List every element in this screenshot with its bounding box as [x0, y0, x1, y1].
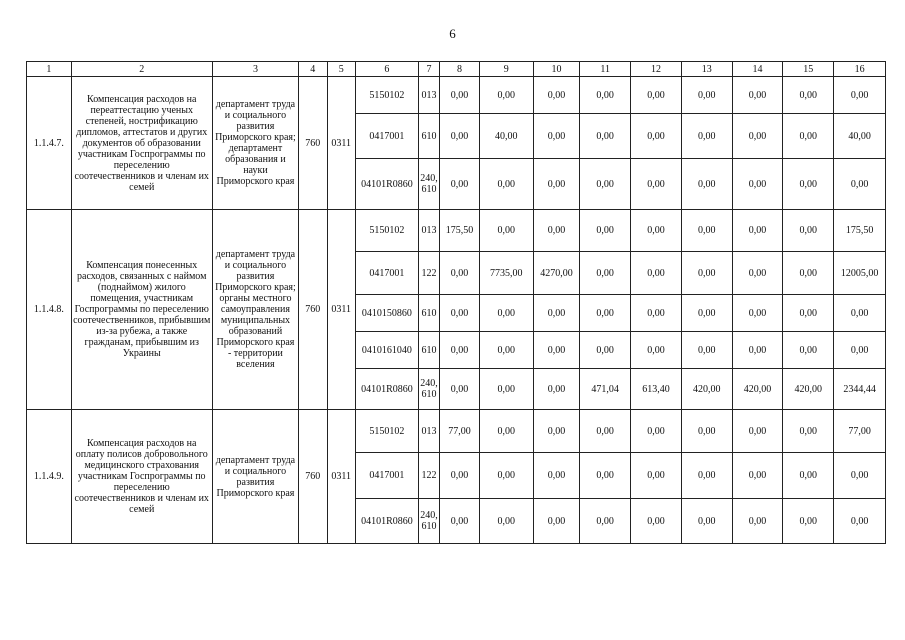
amount-cell: 0,00	[631, 159, 682, 210]
column-header: 7	[418, 62, 439, 77]
target-code-cell: 5150102	[355, 77, 418, 114]
amount-cell: 0,00	[631, 453, 682, 499]
amount-cell: 0,00	[580, 77, 631, 114]
amount-cell: 0,00	[479, 410, 533, 453]
amount-cell: 0,00	[732, 114, 783, 159]
amount-cell: 175,50	[440, 210, 480, 252]
executor-cell: департамент труда и социального развития Приморского края; департамент образования и науки Приморского края	[212, 77, 298, 210]
amount-cell: 0,00	[681, 332, 732, 369]
amount-cell: 0,00	[631, 252, 682, 295]
amount-cell: 0,00	[681, 410, 732, 453]
target-code-cell: 0417001	[355, 453, 418, 499]
column-header: 3	[212, 62, 298, 77]
amount-cell: 0,00	[479, 159, 533, 210]
amount-cell: 0,00	[681, 295, 732, 332]
amount-cell: 0,00	[533, 159, 580, 210]
amount-cell: 0,00	[580, 295, 631, 332]
table-row	[27, 210, 886, 252]
amount-cell: 0,00	[580, 252, 631, 295]
amount-cell: 0,00	[681, 159, 732, 210]
amount-cell: 0,00	[533, 114, 580, 159]
expense-type-cell: 610	[418, 295, 439, 332]
amount-cell: 0,00	[533, 369, 580, 410]
expense-type-cell: 013	[418, 410, 439, 453]
amount-cell: 0,00	[783, 453, 834, 499]
amount-cell: 0,00	[834, 77, 886, 114]
amount-cell: 0,00	[681, 210, 732, 252]
target-code-cell: 04101R0860	[355, 499, 418, 544]
amount-cell: 0,00	[631, 410, 682, 453]
amount-cell: 0,00	[440, 252, 480, 295]
ministry-code-cell: 760	[299, 77, 327, 210]
expense-type-cell: 240, 610	[418, 159, 439, 210]
amount-cell: 0,00	[783, 332, 834, 369]
column-header: 8	[440, 62, 480, 77]
amount-cell: 613,40	[631, 369, 682, 410]
amount-cell: 0,00	[783, 252, 834, 295]
column-header: 6	[355, 62, 418, 77]
amount-cell: 0,00	[834, 295, 886, 332]
column-header: 15	[783, 62, 834, 77]
amount-cell: 0,00	[440, 295, 480, 332]
amount-cell: 420,00	[783, 369, 834, 410]
table-row	[27, 77, 886, 114]
column-header: 16	[834, 62, 886, 77]
row-number-cell: 1.1.4.9.	[27, 410, 72, 544]
amount-cell: 0,00	[783, 159, 834, 210]
column-header: 11	[580, 62, 631, 77]
amount-cell: 0,00	[440, 159, 480, 210]
amount-cell: 0,00	[533, 453, 580, 499]
page-number: 6	[449, 26, 456, 41]
expense-type-cell: 240, 610	[418, 369, 439, 410]
amount-cell: 0,00	[681, 114, 732, 159]
amount-cell: 0,00	[783, 210, 834, 252]
column-header: 14	[732, 62, 783, 77]
amount-cell: 0,00	[533, 295, 580, 332]
target-code-cell: 0417001	[355, 252, 418, 295]
measure-name-cell: Компенсация расходов на оплату полисов добровольного медицинского страхования участникам Госпрограммы по переселению соотечественников и членам их семей	[71, 410, 212, 544]
amount-cell: 0,00	[631, 210, 682, 252]
amount-cell: 0,00	[533, 499, 580, 544]
amount-cell: 7735,00	[479, 252, 533, 295]
header-row	[27, 62, 886, 77]
amount-cell: 0,00	[681, 252, 732, 295]
amount-cell: 0,00	[440, 499, 480, 544]
amount-cell: 0,00	[479, 453, 533, 499]
amount-cell: 0,00	[834, 332, 886, 369]
ministry-code-cell: 760	[299, 210, 327, 410]
section-code-cell: 0311	[327, 410, 355, 544]
column-header: 13	[681, 62, 732, 77]
amount-cell: 0,00	[533, 77, 580, 114]
expense-type-cell: 610	[418, 114, 439, 159]
section-code-cell: 0311	[327, 210, 355, 410]
amount-cell: 0,00	[834, 499, 886, 544]
amount-cell: 0,00	[834, 159, 886, 210]
amount-cell: 0,00	[681, 77, 732, 114]
amount-cell: 0,00	[631, 295, 682, 332]
amount-cell: 0,00	[440, 114, 480, 159]
amount-cell: 0,00	[631, 499, 682, 544]
amount-cell: 0,00	[440, 77, 480, 114]
target-code-cell: 5150102	[355, 210, 418, 252]
budget-table	[26, 61, 886, 544]
amount-cell: 77,00	[440, 410, 480, 453]
amount-cell: 40,00	[834, 114, 886, 159]
measure-name-cell: Компенсация понесенных расходов, связанных с наймом (поднаймом) жилого помещения, участникам Госпрограммы по переселению соотечественников, прибывшим из-за рубежа, а также гражданам, прибывшим из Украины	[71, 210, 212, 410]
amount-cell: 0,00	[479, 369, 533, 410]
amount-cell: 0,00	[783, 77, 834, 114]
amount-cell: 0,00	[681, 453, 732, 499]
amount-cell: 0,00	[440, 369, 480, 410]
amount-cell: 0,00	[732, 332, 783, 369]
expense-type-cell: 013	[418, 210, 439, 252]
amount-cell: 0,00	[732, 159, 783, 210]
executor-cell: департамент труда и социального развития Приморского края	[212, 410, 298, 544]
amount-cell: 471,04	[580, 369, 631, 410]
amount-cell: 420,00	[681, 369, 732, 410]
amount-cell: 40,00	[479, 114, 533, 159]
amount-cell: 0,00	[479, 210, 533, 252]
amount-cell: 2344,44	[834, 369, 886, 410]
amount-cell: 0,00	[631, 332, 682, 369]
amount-cell: 0,00	[580, 332, 631, 369]
amount-cell: 0,00	[479, 295, 533, 332]
table-row	[27, 410, 886, 453]
amount-cell: 0,00	[580, 410, 631, 453]
row-number-cell: 1.1.4.7.	[27, 77, 72, 210]
executor-cell: департамент труда и социального развития Приморского края; органы местного самоуправления муниципальных образований Приморского края - территории вселения	[212, 210, 298, 410]
ministry-code-cell: 760	[299, 410, 327, 544]
column-header: 12	[631, 62, 682, 77]
amount-cell: 0,00	[783, 499, 834, 544]
amount-cell: 0,00	[681, 499, 732, 544]
amount-cell: 420,00	[732, 369, 783, 410]
amount-cell: 0,00	[783, 295, 834, 332]
amount-cell: 0,00	[732, 453, 783, 499]
expense-type-cell: 240, 610	[418, 499, 439, 544]
target-code-cell: 04101R0860	[355, 159, 418, 210]
row-number-cell: 1.1.4.8.	[27, 210, 72, 410]
amount-cell: 0,00	[580, 453, 631, 499]
amount-cell: 0,00	[479, 499, 533, 544]
measure-name-cell: Компенсация расходов на переаттестацию ученых степеней, нострификацию дипломов, аттестатов и других документов об образовании участникам Госпрограммы по переселению соотечественников и членам их семей	[71, 77, 212, 210]
column-header: 4	[299, 62, 327, 77]
amount-cell: 12005,00	[834, 252, 886, 295]
column-header: 5	[327, 62, 355, 77]
amount-cell: 0,00	[533, 332, 580, 369]
amount-cell: 0,00	[580, 210, 631, 252]
expense-type-cell: 013	[418, 77, 439, 114]
amount-cell: 0,00	[732, 252, 783, 295]
target-code-cell: 5150102	[355, 410, 418, 453]
amount-cell: 0,00	[783, 114, 834, 159]
target-code-cell: 0410161040	[355, 332, 418, 369]
amount-cell: 0,00	[533, 410, 580, 453]
column-header: 1	[27, 62, 72, 77]
amount-cell: 0,00	[732, 295, 783, 332]
amount-cell: 0,00	[732, 499, 783, 544]
expense-type-cell: 122	[418, 252, 439, 295]
amount-cell: 0,00	[834, 453, 886, 499]
amount-cell: 0,00	[580, 159, 631, 210]
amount-cell: 0,00	[631, 114, 682, 159]
amount-cell: 4270,00	[533, 252, 580, 295]
amount-cell: 0,00	[440, 332, 480, 369]
amount-cell: 0,00	[783, 410, 834, 453]
amount-cell: 0,00	[479, 332, 533, 369]
amount-cell: 0,00	[440, 453, 480, 499]
column-header: 9	[479, 62, 533, 77]
target-code-cell: 04101R0860	[355, 369, 418, 410]
amount-cell: 0,00	[631, 77, 682, 114]
amount-cell: 0,00	[732, 410, 783, 453]
amount-cell: 0,00	[732, 210, 783, 252]
amount-cell: 0,00	[580, 499, 631, 544]
amount-cell: 0,00	[533, 210, 580, 252]
column-header: 2	[71, 62, 212, 77]
expense-type-cell: 122	[418, 453, 439, 499]
amount-cell: 0,00	[580, 114, 631, 159]
expense-type-cell: 610	[418, 332, 439, 369]
target-code-cell: 0410150860	[355, 295, 418, 332]
amount-cell: 0,00	[479, 77, 533, 114]
column-header: 10	[533, 62, 580, 77]
target-code-cell: 0417001	[355, 114, 418, 159]
amount-cell: 175,50	[834, 210, 886, 252]
amount-cell: 77,00	[834, 410, 886, 453]
section-code-cell: 0311	[327, 77, 355, 210]
amount-cell: 0,00	[732, 77, 783, 114]
